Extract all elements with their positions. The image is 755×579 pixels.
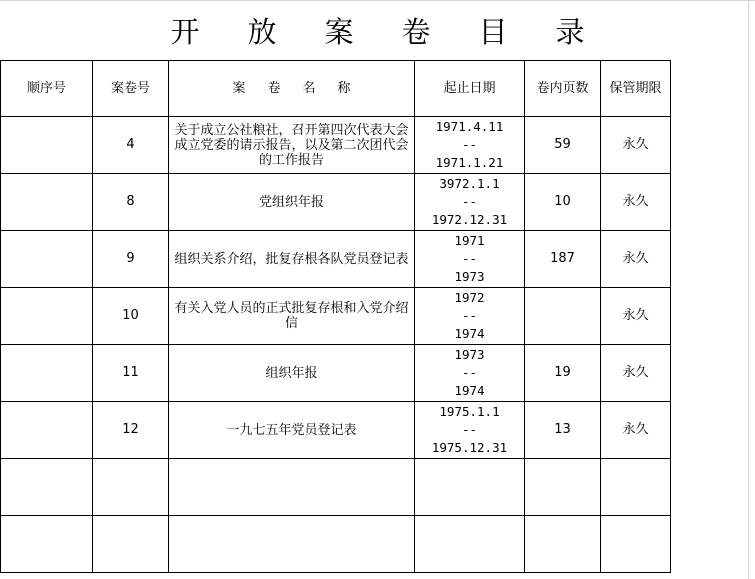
date-start: 1971 (454, 233, 485, 248)
cell-date-range[interactable] (415, 231, 525, 288)
date-sep: -- (461, 422, 478, 437)
header-page-count[interactable]: 卷内页数 (525, 61, 601, 117)
cell-retention[interactable]: 永久 (601, 402, 671, 459)
cell-page-count[interactable] (525, 459, 601, 516)
cell-retention[interactable] (601, 459, 671, 516)
cell-seq[interactable] (1, 288, 93, 345)
date-start: 1975.1.1 (439, 404, 500, 419)
cell-file-name[interactable]: 关于成立公社粮社，召开第四次代表大会成立党委的请示报告，以及第二次团代会的工作报告 (169, 117, 415, 174)
date-sep: -- (461, 137, 478, 152)
cell-retention[interactable]: 永久 (601, 117, 671, 174)
cell-seq[interactable] (1, 516, 93, 573)
date-end: 1971.1.21 (435, 155, 504, 170)
cell-file-no[interactable]: 10 (93, 288, 169, 345)
cell-page-count[interactable]: 19 (525, 345, 601, 402)
page-title[interactable] (0, 0, 755, 60)
date-start: 1972 (454, 290, 485, 305)
cell-seq[interactable] (1, 174, 93, 231)
cell-file-name[interactable]: 党组织年报 (169, 174, 415, 231)
date-sep: -- (461, 194, 478, 209)
page-title-text: 开放案卷目录 (170, 14, 633, 49)
date-start: 1973 (454, 347, 485, 362)
cell-date-range[interactable] (415, 174, 525, 231)
cell-page-count[interactable] (525, 288, 601, 345)
cell-seq[interactable] (1, 231, 93, 288)
table-row (1, 345, 671, 402)
header-file-name[interactable]: 案卷名称 (169, 61, 415, 117)
cell-seq[interactable] (1, 402, 93, 459)
date-sep: -- (461, 365, 478, 380)
header-row (1, 61, 671, 117)
cell-date-range[interactable] (415, 402, 525, 459)
cell-file-name[interactable] (169, 459, 415, 516)
date-end: 1972.12.31 (431, 212, 508, 227)
cell-file-no[interactable]: 11 (93, 345, 169, 402)
date-sep: -- (461, 308, 478, 323)
date-end: 1974 (454, 383, 485, 398)
cell-retention[interactable]: 永久 (601, 345, 671, 402)
table-row (1, 174, 671, 231)
cell-file-name[interactable]: 组织关系介绍，批复存根各队党员登记表 (169, 231, 415, 288)
header-seq[interactable]: 顺序号 (1, 61, 93, 117)
cell-file-no[interactable]: 8 (93, 174, 169, 231)
date-start: 1971.4.11 (435, 119, 504, 134)
table-row (1, 459, 671, 516)
cell-date-range[interactable] (415, 345, 525, 402)
cell-retention[interactable]: 永久 (601, 288, 671, 345)
cell-file-no[interactable] (93, 459, 169, 516)
header-retention[interactable]: 保管期限 (601, 61, 671, 117)
cell-page-count[interactable]: 10 (525, 174, 601, 231)
date-end: 1974 (454, 326, 485, 341)
date-end: 1973 (454, 269, 485, 284)
cell-page-count[interactable]: 187 (525, 231, 601, 288)
cell-seq[interactable] (1, 459, 93, 516)
table-row (1, 288, 671, 345)
cell-file-no[interactable] (93, 516, 169, 573)
cell-date-range[interactable] (415, 288, 525, 345)
header-file-no[interactable]: 案卷号 (93, 61, 169, 117)
cell-retention[interactable] (601, 516, 671, 573)
cell-file-no[interactable]: 4 (93, 117, 169, 174)
cell-file-name[interactable]: 组织年报 (169, 345, 415, 402)
cell-page-count[interactable]: 13 (525, 402, 601, 459)
table-row (1, 231, 671, 288)
cell-file-no[interactable]: 12 (93, 402, 169, 459)
cell-seq[interactable] (1, 345, 93, 402)
date-start: 3972.1.1 (439, 176, 500, 191)
header-date-range[interactable]: 起止日期 (415, 61, 525, 117)
date-sep: -- (461, 251, 478, 266)
table-row (1, 402, 671, 459)
cell-retention[interactable]: 永久 (601, 231, 671, 288)
date-end: 1975.12.31 (431, 440, 508, 455)
cell-page-count[interactable]: 59 (525, 117, 601, 174)
cell-page-count[interactable] (525, 516, 601, 573)
cell-date-range[interactable] (415, 117, 525, 174)
archive-table (0, 60, 671, 573)
table-row (1, 117, 671, 174)
cell-date-range[interactable] (415, 459, 525, 516)
cell-seq[interactable] (1, 117, 93, 174)
grid-line-right (748, 0, 749, 579)
cell-retention[interactable]: 永久 (601, 174, 671, 231)
table-row (1, 516, 671, 573)
cell-date-range[interactable] (415, 516, 525, 573)
cell-file-name[interactable]: 有关入党人员的正式批复存根和入党介绍信 (169, 288, 415, 345)
cell-file-name[interactable] (169, 516, 415, 573)
cell-file-no[interactable]: 9 (93, 231, 169, 288)
cell-file-name[interactable]: 一九七五年党员登记表 (169, 402, 415, 459)
